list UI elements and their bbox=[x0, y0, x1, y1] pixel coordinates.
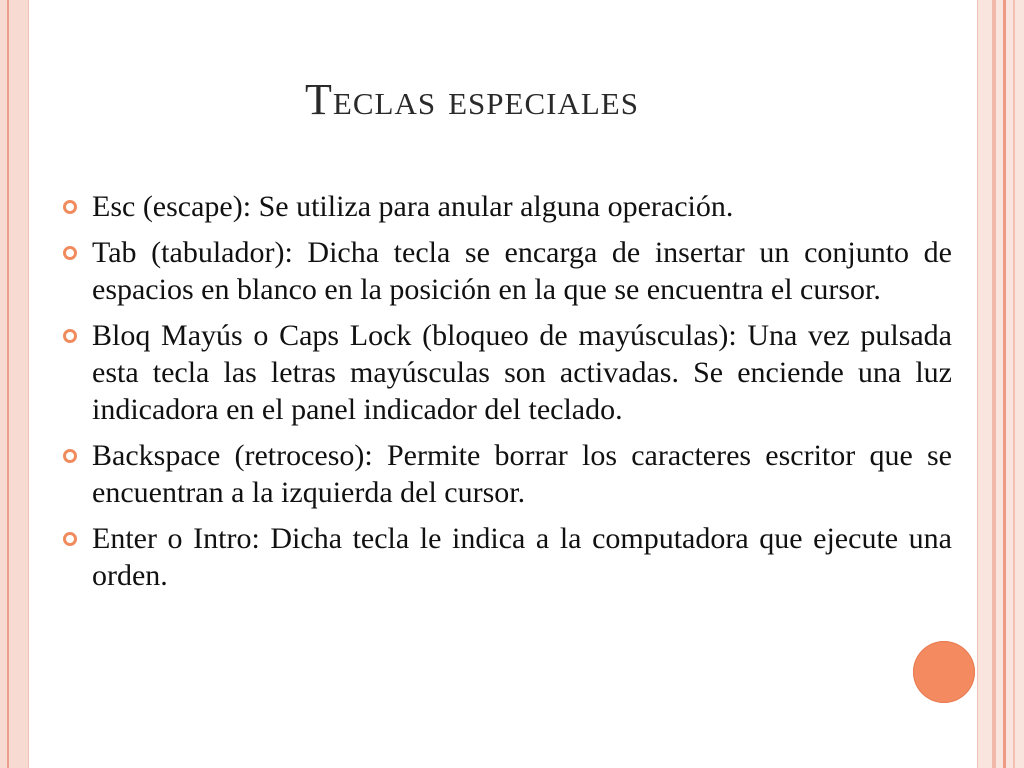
right-border-stripe bbox=[992, 0, 996, 768]
orange-circle-icon bbox=[913, 641, 975, 703]
slide-title: Teclas especiales bbox=[305, 75, 639, 124]
list-item bbox=[62, 520, 952, 594]
bullet-text: Tab (tabulador): Dicha tecla se encarga de insertar un conjunto de espacios en blanco en la posición en la que se encuentra el cursor. bbox=[92, 236, 952, 306]
circle-bullet-icon bbox=[62, 199, 78, 215]
list-item bbox=[62, 437, 952, 511]
bullet-text: Backspace (retroceso): Permite borrar los caracteres escritor que se encuentran a la izquierda del cursor. bbox=[92, 439, 952, 509]
circle-bullet-icon bbox=[62, 531, 78, 547]
right-border-stripe bbox=[977, 0, 978, 768]
bullet-text: Esc (escape): Se utiliza para anular alguna operación. bbox=[92, 190, 734, 223]
list-item bbox=[62, 234, 952, 308]
bullet-text: Bloq Mayús o Caps Lock (bloqueo de mayúsculas): Una vez pulsada esta tecla las letras mayúsculas son activadas. Se enciende una luz indicadora en el panel indicador del teclado. bbox=[92, 319, 952, 426]
bullet-list bbox=[62, 188, 952, 603]
right-border-stripe bbox=[1003, 0, 1006, 768]
right-decorative-border bbox=[977, 0, 1024, 768]
list-item bbox=[62, 317, 952, 428]
list-item bbox=[62, 188, 952, 225]
circle-bullet-icon bbox=[62, 448, 78, 464]
circle-bullet-icon bbox=[62, 328, 78, 344]
right-border-stripe bbox=[1013, 0, 1015, 768]
bullet-text: Enter o Intro: Dicha tecla le indica a la computadora que ejecute una orden. bbox=[92, 522, 952, 592]
circle-bullet-icon bbox=[62, 245, 78, 261]
